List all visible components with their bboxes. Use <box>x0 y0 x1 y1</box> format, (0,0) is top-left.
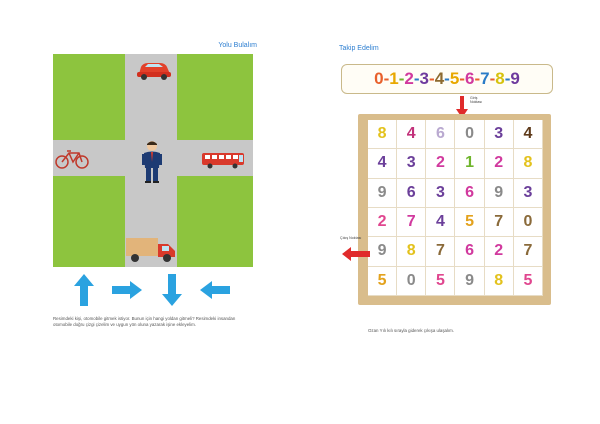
right-page-instructions: Ozan Yılı kılı sırayla giderek çıkışa ulaşalım. <box>368 328 455 333</box>
bus-icon <box>201 151 245 169</box>
grid-cell[interactable]: 3 <box>397 149 426 178</box>
grid-cell[interactable]: 8 <box>485 267 514 296</box>
sequence-digit: 5 <box>449 69 460 88</box>
grid-cell[interactable]: 4 <box>397 120 426 149</box>
sequence-dash: - <box>429 69 435 88</box>
grid-cell[interactable]: 5 <box>426 267 455 296</box>
grid-cell[interactable]: 6 <box>397 179 426 208</box>
start-point-label: Giriş Noktası <box>470 96 483 104</box>
sequence-digit: 7 <box>480 69 490 88</box>
grid-cell[interactable]: 6 <box>455 237 484 266</box>
instruction-line-2: otomobile doğru çizgi çizelim ve uygun yön oluna yazarak işine ekleyelim. <box>53 322 197 327</box>
sequence-dash: - <box>504 69 511 88</box>
grid-cell[interactable]: 6 <box>426 120 455 149</box>
street-map <box>53 54 253 267</box>
grid-cell[interactable]: 0 <box>514 208 543 237</box>
grid-cell[interactable]: 4 <box>514 120 543 149</box>
grid-cell[interactable]: 9 <box>368 237 397 266</box>
sequence-dash: - <box>383 69 390 88</box>
left-page-title: Yolu Bulalım <box>218 42 257 49</box>
sequence-digit: 0 <box>374 69 384 88</box>
sequence-digit: 2 <box>404 69 414 88</box>
arrow-down-icon[interactable] <box>162 274 182 306</box>
bicycle-icon <box>55 149 89 169</box>
left-page-instructions <box>53 316 263 328</box>
grid-cell[interactable]: 2 <box>426 149 455 178</box>
grass-top-right <box>177 54 253 140</box>
grass-bottom-right <box>177 176 253 267</box>
sequence-dash: - <box>398 69 405 88</box>
grid-cell[interactable]: 9 <box>485 179 514 208</box>
grid-cell[interactable]: 0 <box>397 267 426 296</box>
grid-cell[interactable]: 7 <box>397 208 426 237</box>
exit-arrow-left-icon <box>342 247 370 261</box>
grass-top-left <box>53 54 125 140</box>
grid-cell[interactable]: 4 <box>426 208 455 237</box>
grid-cell[interactable]: 9 <box>455 267 484 296</box>
grid-cell[interactable]: 5 <box>514 267 543 296</box>
man-figure-icon <box>141 140 163 184</box>
arrow-left-icon[interactable] <box>200 281 230 299</box>
grid-cell[interactable]: 7 <box>514 237 543 266</box>
grid-cell[interactable]: 3 <box>426 179 455 208</box>
number-sequence-box <box>341 64 553 94</box>
number-grid <box>368 120 543 296</box>
grid-cell[interactable]: 4 <box>368 149 397 178</box>
sequence-dash: - <box>444 69 450 88</box>
sequence-digit: 8 <box>495 69 505 88</box>
grid-cell[interactable]: 5 <box>368 267 397 296</box>
grid-cell[interactable]: 5 <box>455 208 484 237</box>
sequence-digit: 1 <box>389 69 399 88</box>
sequence-dash: - <box>459 69 465 88</box>
sequence-digit: 6 <box>464 69 475 88</box>
arrow-right-icon[interactable] <box>112 281 142 299</box>
grid-cell[interactable]: 0 <box>455 120 484 149</box>
red-car-icon <box>135 58 173 82</box>
grid-cell[interactable]: 2 <box>485 149 514 178</box>
direction-arrows <box>70 274 240 306</box>
grid-cell[interactable]: 7 <box>485 208 514 237</box>
grid-cell[interactable]: 2 <box>485 237 514 266</box>
grid-cell[interactable]: 3 <box>514 179 543 208</box>
grid-cell[interactable]: 8 <box>397 237 426 266</box>
delivery-truck-icon <box>125 236 177 264</box>
grid-cell[interactable]: 9 <box>368 179 397 208</box>
grid-cell[interactable]: 3 <box>485 120 514 149</box>
sequence-digit: 4 <box>434 69 445 88</box>
grid-cell[interactable]: 7 <box>426 237 455 266</box>
arrow-up-icon[interactable] <box>74 274 94 306</box>
grid-cell[interactable]: 8 <box>514 149 543 178</box>
grid-cell[interactable]: 2 <box>368 208 397 237</box>
sequence-digit: 9 <box>510 69 520 88</box>
grid-cell[interactable]: 8 <box>368 120 397 149</box>
sequence-dash: - <box>413 69 420 88</box>
instruction-line-1: Resimdeki kişi, otomobile gitmek istiyor. Bunun için hangi yoldan gitmeli? Resimdeki insandan <box>53 316 236 321</box>
sequence-dash: - <box>489 69 496 88</box>
exit-point-label: Çıkış Noktası <box>340 236 362 240</box>
sequence-digit: 3 <box>419 69 430 88</box>
sequence-dash: - <box>474 69 481 88</box>
right-page-title: Takip Edelim <box>339 45 379 52</box>
grid-cell[interactable]: 6 <box>455 179 484 208</box>
grass-bottom-left <box>53 176 125 267</box>
grid-cell[interactable]: 1 <box>455 149 484 178</box>
